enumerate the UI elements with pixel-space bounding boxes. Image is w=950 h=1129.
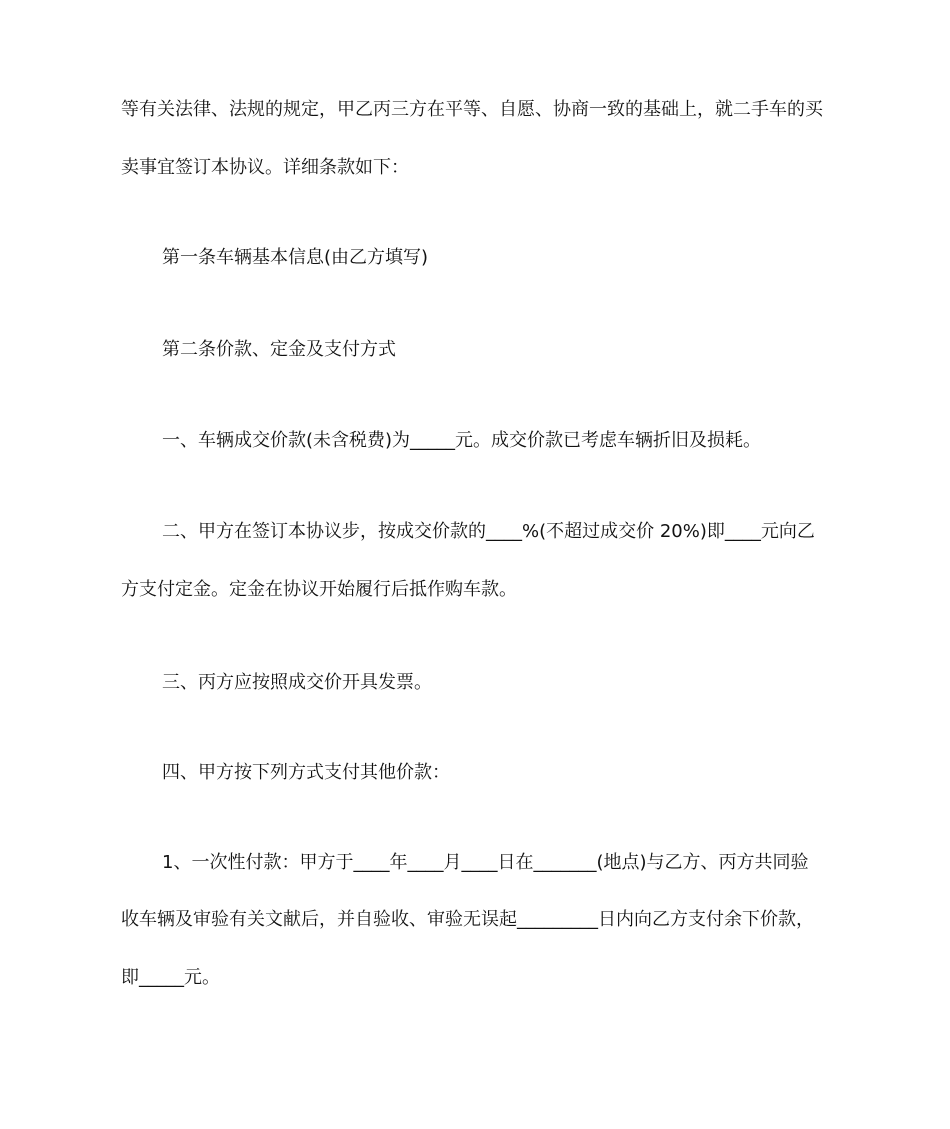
article-heading-1: 第一条车辆基本信息(由乙方填写) — [162, 247, 429, 268]
paragraph-line: 卖事宜签订本协议。详细条款如下： — [121, 157, 409, 178]
clause-1: 一、车辆成交价款(未含税费)为_____元。成交价款已考虑车辆折旧及损耗。 — [162, 430, 762, 451]
clause-3: 三、丙方应按照成交价开具发票。 — [162, 672, 432, 693]
clause-2-line: 二、甲方在签订本协议步，按成交价款的____%(不超过成交价 20%)即____元向乙 — [162, 521, 815, 542]
sub-clause-1-line: 收车辆及审验有关文献后，并自验收、审验无误起_________日内向乙方支付余下价款， — [121, 909, 814, 930]
sub-clause-1-line: 即_____元。 — [121, 967, 220, 988]
clause-4: 四、甲方按下列方式支付其他价款： — [162, 762, 450, 783]
article-heading-2: 第二条价款、定金及支付方式 — [162, 339, 396, 360]
clause-2-line: 方支付定金。定金在协议开始履行后抵作购车款。 — [121, 579, 517, 600]
paragraph-line: 等有关法律、法规的规定，甲乙丙三方在平等、自愿、协商一致的基础上，就二手车的买 — [121, 99, 823, 120]
sub-clause-1-line: 1、一次性付款：甲方于____年____月____日在_______(地点)与乙方、丙方共同验 — [162, 852, 809, 873]
